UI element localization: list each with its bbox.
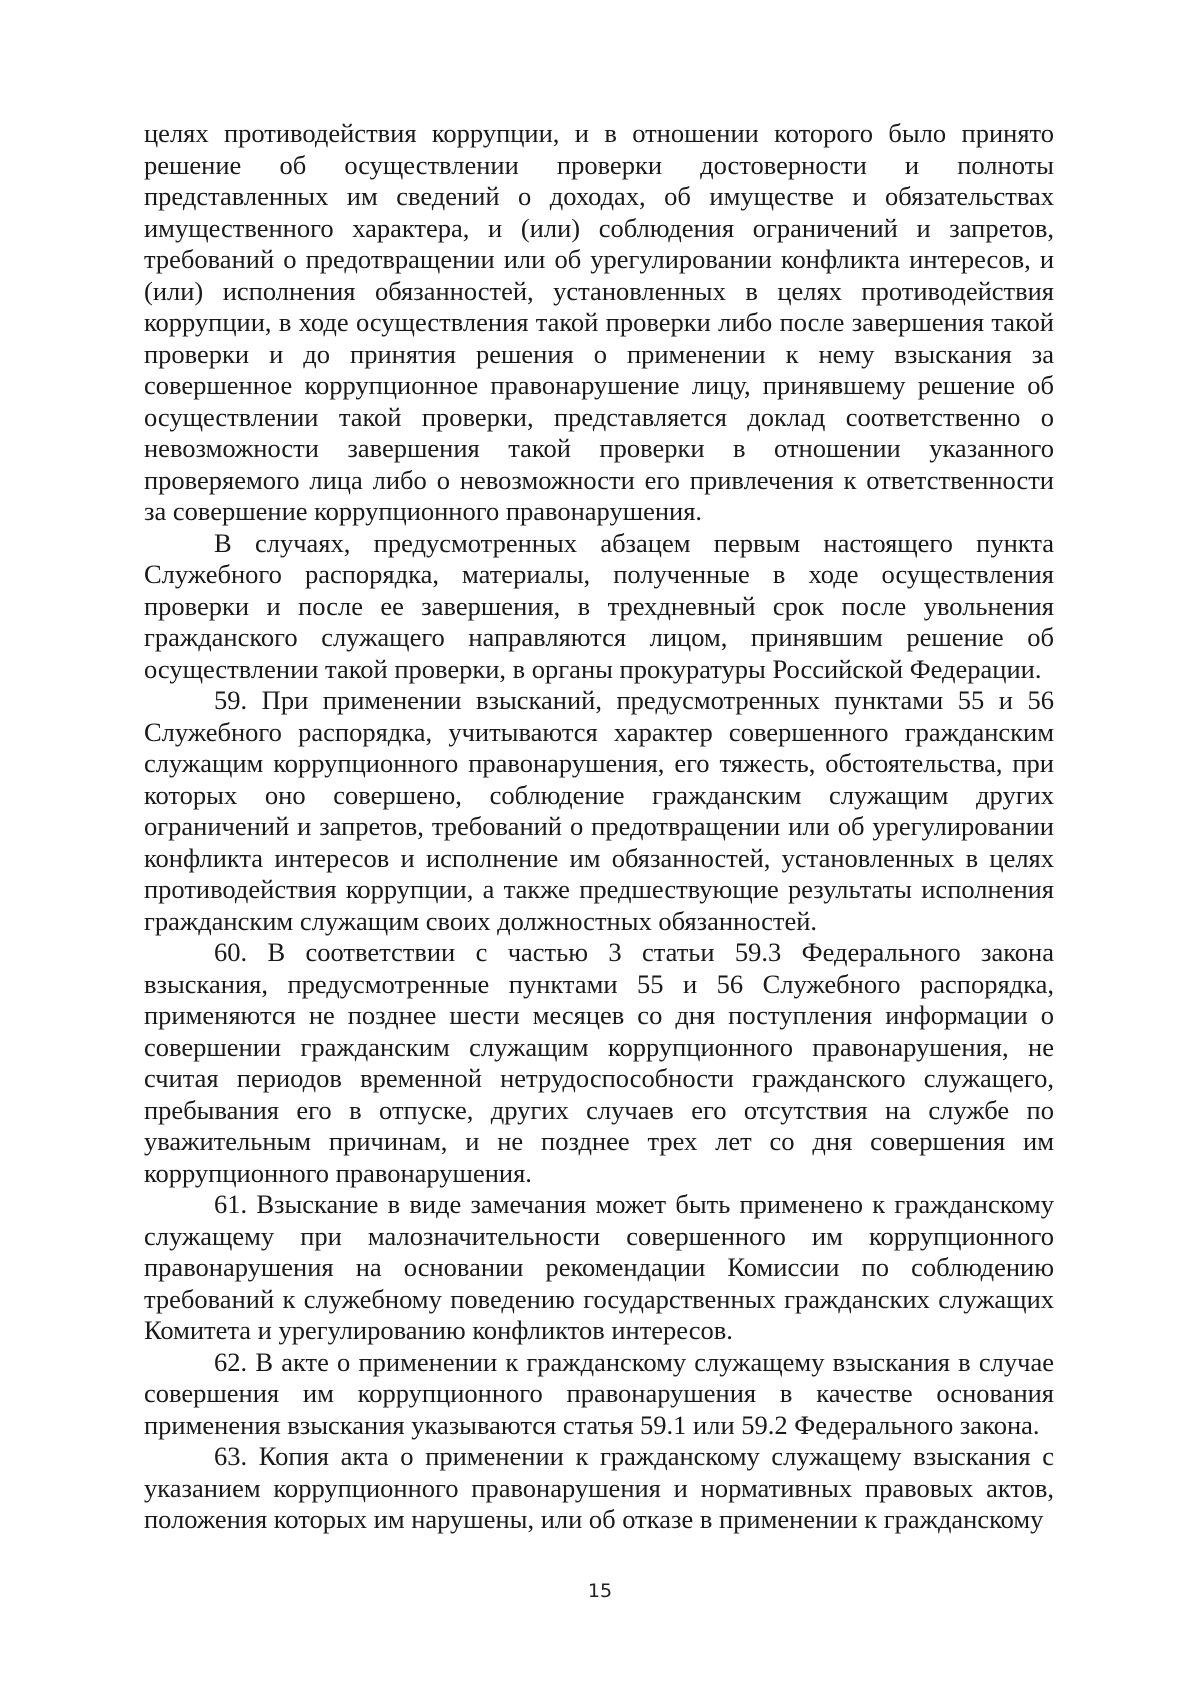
paragraph-item-62: 62. В акте о применении к гражданскому служащему взыскания в случае совершения им коррупционного правонарушения в качестве основания применения взыскания указываются статья 59.1 или 59.2 Федерального закона. xyxy=(144,1346,1054,1440)
paragraph-item-61: 61. Взыскание в виде замечания может быть применено к гражданскому служащему при малозначительности совершенного им коррупционного правонарушения на основании рекомендации Комиссии по соблюдению требований к служебному поведению государственных гражданских служащих Комитета и урегулированию конфликтов интересов. xyxy=(144,1189,1054,1345)
paragraph-item-60: 60. В соответствии с частью 3 статьи 59.3 Федерального закона взыскания, предусмотренные пунктами 55 и 56 Служебного распорядка, применяются не позднее шести месяцев со дня поступления информации о совершении гражданским служащим коррупционного правонарушения, не считая периодов временной нетрудоспособности гражданского служащего, пребывания его в отпуске, других случаев его отсутствия на службе по уважительным причинам, и не позднее трех лет со дня совершения им коррупционного правонарушения. xyxy=(144,937,1054,1188)
paragraph-cases-abzac: В случаях, предусмотренных абзацем первым настоящего пункта Служебного распорядка, материалы, полученные в ходе осуществления проверки и после ее завершения, в трехдневный срок после увольнения гражданского служащего направляются лицом, принявшим решение об осуществлении такой проверки, в органы прокуратуры Российской Федерации. xyxy=(144,527,1054,684)
paragraph-item-63: 63. Копия акта о применении к гражданскому служащему взыскания с указанием коррупционного правонарушения и нормативных правовых актов, положения которых им нарушены, или об отказе в применении к гражданскому xyxy=(144,1441,1054,1534)
document-body xyxy=(144,118,1054,1536)
page-number: 15 xyxy=(587,1580,613,1602)
paragraph-continuation: целях противодействия коррупции, и в отношении которого было принято решение об осуществлении проверки достоверности и полноты представленных им сведений о доходах, об имуществе и обязательствах имущественного характера, и (или) соблюдения ограничений и запретов, требований о предотвращении или об урегулировании конфликта интересов, и (или) исполнения обязанностей, установленных в целях противодействия коррупции, в ходе осуществления такой проверки либо после завершения такой проверки и до принятия решения о применении к нему взыскания за совершенное коррупционное правонарушение лицу, принявшему решение об осуществлении такой проверки, представляется доклад соответственно о невозможности завершения такой проверки в отношении указанного проверяемого лица либо о невозможности его привлечения к ответственности за совершение коррупционного правонарушения. xyxy=(144,118,1054,526)
paragraph-item-59: 59. При применении взысканий, предусмотренных пунктами 55 и 56 Служебного распорядка, учитываются характер совершенного гражданским служащим коррупционного правонарушения, его тяжесть, обстоятельства, при которых оно совершено, соблюдение гражданским служащим других ограничений и запретов, требований о предотвращении или об урегулировании конфликта интересов и исполнение им обязанностей, установленных в целях противодействия коррупции, а также предшествующие результаты исполнения гражданским служащим своих должностных обязанностей. xyxy=(144,685,1054,936)
